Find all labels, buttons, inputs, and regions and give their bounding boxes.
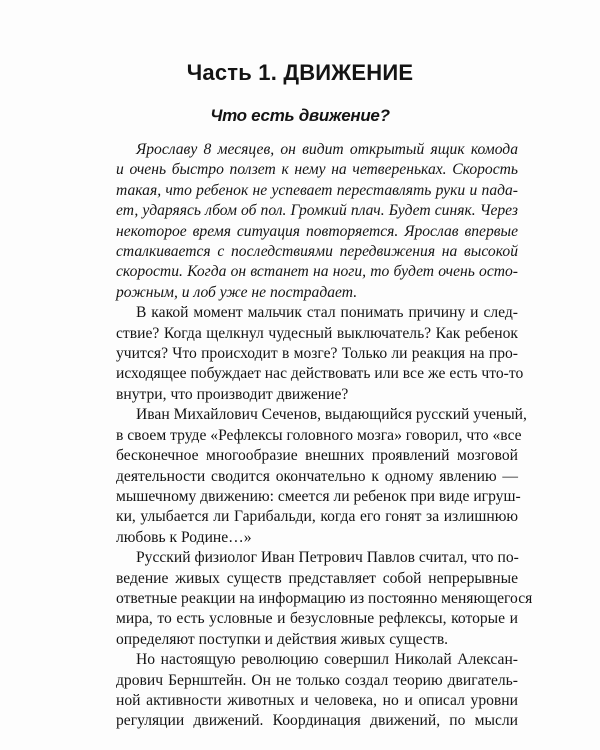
text-line: рожным, и лоб уже не пострадает. bbox=[116, 283, 358, 301]
text-line: ной активности животных и человека, но и описал уровни bbox=[116, 691, 518, 709]
text-line: и очень быстро ползет к нему на четвереньках. Скорость bbox=[116, 161, 518, 179]
text-line: В какой момент мальчик стал понимать причину и след- bbox=[136, 304, 518, 322]
paragraph bbox=[96, 650, 518, 732]
chapter-title: Часть 1. ДВИЖЕНИЕ bbox=[186, 60, 414, 85]
text-line: бесконечное многообразие внешних проявлений мозговой bbox=[116, 447, 518, 465]
text-line: мира, то есть условные и безусловные рефлексы, которые и bbox=[116, 610, 518, 628]
text-line: Русский физиолог Иван Петрович Павлов считал, что по- bbox=[136, 549, 519, 567]
text-line: такая, что ребенок не успевает переставлять руки и пада- bbox=[116, 181, 518, 199]
text-line: ки, улыбается ли Гарибальди, когда его гонят за излишнюю bbox=[116, 508, 518, 526]
text-line: Ярославу 8 месяцев, он видит открытый ящик комода bbox=[136, 141, 518, 158]
text-line: ствие? Когда щелкнул чудесный выключатель? Как ребенок bbox=[116, 324, 518, 342]
text-line: ответные реакции на информацию из постоянно меняющегося bbox=[116, 589, 533, 607]
text-line: дрович Бернштейн. Он не только создал теорию двигатель- bbox=[116, 671, 518, 689]
text-line: некоторое время ситуация повторяется. Ярослав впервые bbox=[116, 222, 518, 240]
body-text bbox=[96, 140, 533, 732]
text-line: скорости. Когда он встанет на ноги, то будет очень осто- bbox=[116, 263, 518, 281]
text-line: исходящее побуждает нас действовать или все же есть что-то bbox=[116, 365, 524, 383]
paragraph bbox=[96, 548, 533, 650]
text-line: Иван Михайлович Сеченов, выдающийся русский ученый, bbox=[136, 406, 527, 424]
text-line: внутри, что производит движение? bbox=[116, 385, 349, 403]
text-line: деятельности сводится окончательно к одному явлению — bbox=[116, 467, 518, 485]
paragraph bbox=[96, 140, 518, 303]
text-line: ет, ударяясь лбом об пол. Громкий плач. Будет синяк. Через bbox=[116, 202, 518, 220]
text-line: Но настоящую революцию совершил Николай Алексан- bbox=[136, 651, 518, 669]
paragraph bbox=[96, 405, 527, 548]
text-line: ведение живых существ представляет собой непрерывные bbox=[116, 569, 518, 587]
paragraph bbox=[96, 303, 524, 405]
text-line: сталкивается с последствиями передвижения на высокой bbox=[116, 243, 518, 261]
text-line: регуляции движений. Координация движений, по мысли bbox=[116, 712, 518, 730]
text-line: любовь к Родине…» bbox=[116, 528, 252, 546]
text-line: определяют поступки и действия живых существ. bbox=[116, 630, 449, 648]
text-line: учится? Что происходит в мозге? Только ли реакция на про- bbox=[116, 345, 518, 363]
text-line: мышечному движению: смеется ли ребенок при виде игруш- bbox=[116, 487, 521, 505]
text-line: в своем труде «Рефлексы головного мозга» говорил, что «все bbox=[116, 426, 522, 444]
section-title: Что есть движение? bbox=[210, 106, 390, 125]
